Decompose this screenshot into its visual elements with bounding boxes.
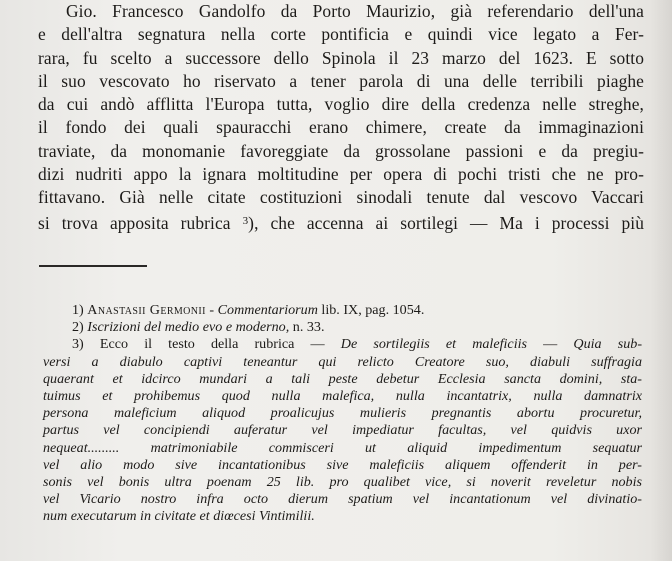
footnote-rubric-title: De sortilegiis et maleficiis — [340, 336, 528, 353]
footnote-3-quote-line: nequeat......... matrimoniabile commisceri ut aliquid impedimentum sequatur — [43, 439, 642, 456]
footnote-citation: lib. IX, pag. 1054. — [317, 302, 425, 318]
main-text-last-line — [38, 210, 644, 235]
main-text-fragment: si trova apposita rubrica — [38, 212, 243, 233]
main-text-fragment: ), che accenna ai sortilegi — Ma i processi più — [248, 212, 644, 233]
footnote-3-quote-line: partus vel concipiendi auferatur vel impediatur facultas, vel quidvis uxor — [43, 422, 642, 439]
footnote-author: Anastasii Germonii — [87, 302, 206, 318]
footnote-intro: Ecco il testo della rubrica — — [83, 336, 341, 353]
footnote-3-quote-line: vel alio modo sive incantationibus sive maleficiis aliquem offenderit in per- — [43, 456, 642, 473]
footnote-reference: 3 — [242, 214, 249, 227]
footnote-3-quote-line: versi a diabulo captivi teneantur qui relicto Creatore suo, diabuli suffragia — [43, 353, 642, 370]
footnote-3-quote-line: num executarum in civitate et diœcesi Vintimilii. — [43, 508, 315, 525]
footnote-1 — [72, 302, 642, 319]
footnote-work-title: Iscrizioni del medio evo e moderno, — [87, 319, 290, 336]
footnote-dash: - — [205, 302, 218, 318]
footnote-quote-start: Quia sub- — [573, 336, 643, 353]
main-text-line: e dell'altra segnatura nella corte pontificia e quindi vice legato a Fer- — [38, 24, 644, 45]
footnote-3-quote-line: tuimus et prohibemus quod nulla malefica, nulla incantatrix, nulla damnatrix — [43, 388, 642, 405]
main-text-line: traviate, da monomanie favoreggiate da grossolane passioni e da pregiu- — [38, 140, 644, 161]
main-text-line: dizi nudriti appo la ignara moltitudine per opera di pochi tristi che ne pro- — [38, 164, 644, 185]
main-text-line: da cui andò afflitta l'Europa tutta, voglio dire della credenza nelle streghe, — [38, 94, 644, 115]
main-text-line: Gio. Francesco Gandolfo da Porto Maurizio, già referendario dell'una — [66, 1, 644, 21]
footnotes-block — [43, 302, 643, 526]
main-text-line: il suo vescovato ho riservato a tener parola di una delle terribili piaghe — [38, 70, 644, 91]
main-text-line: rara, fu scelto a successore dello Spinola il 23 marzo del 1623. E sotto — [38, 47, 644, 68]
page-edge-shadow — [650, 0, 672, 561]
footnote-marker: 1) — [72, 302, 84, 318]
footnote-2 — [72, 319, 642, 336]
footnote-work-title: Commentariorum — [217, 302, 318, 318]
footnote-3-quote-line: vel Vicario nostro infra octo dierum spatium vel incantationum vel divinatio- — [43, 491, 642, 508]
main-text-line: il fondo dei quali spauracchi erano chimere, create da immaginazioni — [38, 117, 644, 138]
main-text-line: fittavano. Già nelle citate costituzioni sinodali tenute dal vescovo Vaccari — [38, 187, 644, 208]
main-text-block — [38, 0, 644, 235]
footnote-3 — [72, 336, 642, 353]
footnote-separator-rule — [39, 265, 147, 267]
footnote-citation: n. 33. — [289, 319, 325, 336]
footnote-3-quote-line: sonis vel bonis ultra poenam 25 lib. pro qualibet vice, si noverit reveletur nobis — [43, 474, 642, 491]
footnote-intro-end: — — [527, 336, 574, 353]
footnote-marker: 2) — [72, 319, 84, 336]
footnote-marker: 3) — [72, 336, 84, 353]
footnote-3-quote-line: quaerant et idcirco mundari a tali peste debetur Ecclesia sancta domini, sta- — [43, 370, 642, 387]
footnote-3-quote-line: persona maleficium aliquod proalicujus mulieris pregnantis abortu procuretur, — [43, 405, 642, 422]
